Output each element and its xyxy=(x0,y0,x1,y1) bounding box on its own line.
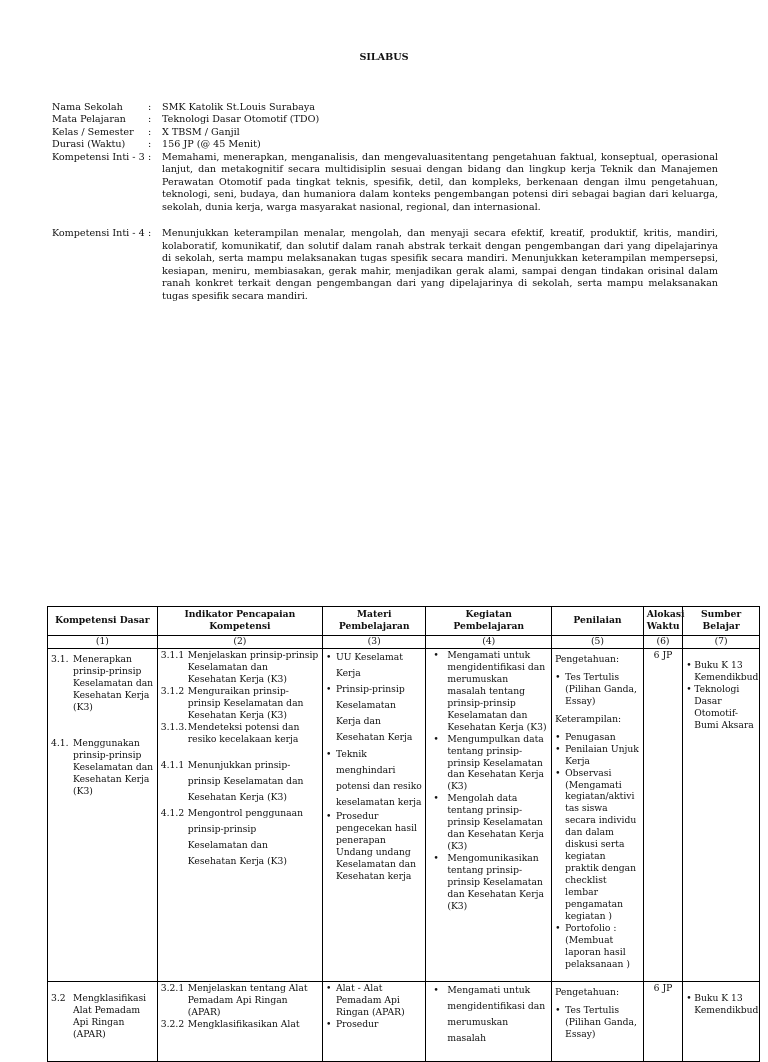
bullet-icon: • xyxy=(325,651,332,663)
bullet-icon: • xyxy=(433,649,439,661)
bullet-icon: • xyxy=(686,659,692,671)
kegiatan-cell xyxy=(426,981,552,1061)
column-header: Kompetensi Dasar xyxy=(48,607,158,636)
bullet-icon: • xyxy=(555,731,561,743)
meta-row-subject xyxy=(52,114,718,126)
meta-value: Memahami, menerapkan, menganalisis, dan mengevaluasitentang pengetahuan faktual, konseptual, operasional lanjut, dan metakognitif secara multidisiplin sesuai dengan bidang dan lingkup kerja Teknik dan Manajemen Perawatan Otomotif pada tingkat teknis, spesifik, detil, dan kompleks, berkenaan dengan ilmu pengetahuan, teknologi, seni, budaya, dan humaniora dalam konteks pengembangan potensi diri sebagai bagian dari keluarga, sekolah, dunia kerja, warga masyarakat nasional, regional, dan internasional. xyxy=(162,151,718,213)
document-title: SILABUS xyxy=(359,52,409,63)
column-number: (4) xyxy=(426,636,552,649)
list-item: • Mengolah data tentang prinsip-prinsip Keselamatan dan Kesehatan Kerja (K3) xyxy=(433,793,544,853)
list-item: • Mengamati untuk mengidentifikasi dan merumuskan masalah tentang prinsip-prinsip Keselamatan dan Kesehatan Kerja (K3) xyxy=(433,649,547,733)
ipk-item: 3.1.1 Menjelaskan prinsip-prinsip Keselamatan dan Kesehatan Kerja (K3) xyxy=(160,649,319,685)
meta-colon: : xyxy=(148,114,152,126)
kd-item: 3.2 Mengklasifikasi Alat Pemadam Api Ringan (APAR) xyxy=(51,992,147,1040)
bullet-icon: • xyxy=(325,684,332,696)
bullet-icon: • xyxy=(686,683,692,695)
bullet-icon: • xyxy=(555,922,561,934)
meta-row-ki4 xyxy=(52,228,718,303)
ipk-item: 3.1.2 Menguraikan prinsip-prinsip Keselamatan dan Kesehatan Kerja (K3) xyxy=(160,685,304,721)
list-item: • Penugasan xyxy=(555,731,616,743)
penilaian-cell xyxy=(552,981,644,1061)
list-item: • Mengamati untuk mengidentifikasi dan merumuskan masalah xyxy=(433,983,548,1047)
bullet-icon: • xyxy=(555,1004,561,1016)
materi-cell xyxy=(322,981,425,1061)
meta-colon: : xyxy=(148,139,152,151)
kd-item: 3.1. Menerapkan prinsip-prinsip Keselamatan dan Kesehatan Kerja (K3) xyxy=(51,653,154,713)
kd-cell xyxy=(48,981,158,1061)
table-row xyxy=(48,648,760,981)
materi-list xyxy=(326,650,422,883)
column-number: (3) xyxy=(322,636,425,649)
column-number: (5) xyxy=(552,636,644,649)
kegiatan-cell xyxy=(426,648,552,981)
bullet-icon: • xyxy=(555,767,561,779)
alokasi-value: 6 JP xyxy=(653,982,673,994)
alokasi-cell xyxy=(643,648,682,981)
meta-row-ki3 xyxy=(52,152,718,214)
column-header: Alokasi Waktu xyxy=(643,607,682,636)
bullet-icon: • xyxy=(325,982,332,994)
meta-value: Menunjukkan keterampilan menalar, mengolah, dan menyaji secara efektif, kreatif, produktif, kritis, mandiri, kolaboratif, komunikatif, dan solutif dalam ranah abstrak terkait dengan pengembangan dari yang dipelajarinya di sekolah, serta mampu melaksanakan tugas spesifik secara mandiri. Menunjukkan keterampilan mempersepsi, kesiapan, meniru, membiasakan, gerak mahir, menjadikan gerak alami, sampai dengan tindakan orisinal dalam ranah konkret terkait dengan pengembangan dari yang dipelajarinya di sekolah, serta mampu melaksanakan tugas spesifik secara mandiri. xyxy=(162,228,718,302)
kegiatan-list xyxy=(429,650,548,913)
ipk-item: 3.2.2 Mengklasifikasikan Alat xyxy=(160,1018,300,1030)
meta-row-school xyxy=(52,102,718,114)
penilaian-cell xyxy=(552,648,644,981)
meta-value: 156 JP (@ 45 Menit) xyxy=(162,139,261,151)
bullet-icon: • xyxy=(325,748,332,760)
bullet-icon: • xyxy=(686,992,692,1004)
meta-row-class xyxy=(52,127,718,139)
identity-section xyxy=(52,102,718,303)
meta-label: Kompetensi Inti - 3 xyxy=(52,151,145,163)
meta-label: Nama Sekolah xyxy=(52,102,123,113)
ipk-cell xyxy=(157,648,322,981)
list-item: • UU Keselamat Kerja xyxy=(326,650,422,682)
ipk-item: 4.1.1 Menunjukkan prinsip-prinsip Keselamatan dan Kesehatan Kerja (K3) xyxy=(160,759,304,803)
meta-label: Kompetensi Inti - 4 xyxy=(52,228,145,240)
meta-colon: : xyxy=(148,228,152,240)
list-item: • Buku K 13 Kemendikbud xyxy=(686,992,759,1016)
list-item: • Prinsip-prinsip Keselamatan Kerja dan Kesehatan Kerja xyxy=(326,682,422,746)
ipk-item: 4.1.2 Mengontrol penggunaan prinsip-prinsip Keselamatan dan Kesehatan Kerja (K3) xyxy=(160,807,304,868)
meta-label: Kelas / Semester xyxy=(52,126,134,138)
penilaian-pengetahuan-label: Pengetahuan: xyxy=(555,986,620,998)
list-item: • Tes Tertulis (Pilihan Ganda, Essay) xyxy=(555,671,637,707)
kd-item: 4.1. Menggunakan prinsip-prinsip Keselamatan dan Kesehatan Kerja (K3) xyxy=(51,737,154,797)
list-item: • Portofolio : (Membuat laporan hasil pelaksanaan ) xyxy=(555,922,630,970)
column-number: (7) xyxy=(683,636,760,649)
list-item: • Alat - Alat Pemadam Api Ringan (APAR) xyxy=(325,982,405,1018)
ipk-cell xyxy=(157,981,322,1061)
list-item: • Tes Tertulis (Pilihan Ganda, Essay) xyxy=(555,1004,637,1040)
bullet-icon: • xyxy=(325,1018,332,1030)
list-item: • Teknik menghindari potensi dan resiko keselamatan kerja xyxy=(326,747,422,811)
alokasi-cell xyxy=(643,981,682,1061)
column-number: (2) xyxy=(157,636,322,649)
list-item: • Mengumpulkan data tentang prinsip-prinsip Keselamatan dan Kesehatan Kerja (K3) xyxy=(433,733,544,793)
bullet-icon: • xyxy=(555,671,561,683)
kd-cell xyxy=(48,648,158,981)
bullet-icon: • xyxy=(433,853,439,865)
column-header: Materi Pembelajaran xyxy=(322,607,425,636)
penilaian-pengetahuan-label: Pengetahuan: xyxy=(555,653,620,665)
penilaian-keterampilan-label: Keterampilan: xyxy=(555,713,622,725)
column-header: Indikator Pencapaian Kompetensi xyxy=(157,607,322,636)
sumber-cell xyxy=(683,648,760,981)
meta-label: Durasi (Waktu) xyxy=(52,139,126,151)
list-item: • Teknologi Dasar Otomotif-Bumi Aksara xyxy=(686,683,754,731)
sumber-cell xyxy=(683,981,760,1061)
column-header: Sumber Belajar xyxy=(683,607,760,636)
bullet-icon: • xyxy=(433,793,439,805)
meta-colon: : xyxy=(148,151,152,163)
list-item: • Penilaian Unjuk Kerja xyxy=(555,743,639,767)
ipk-item: 3.1.3. Mendeteksi potensi dan resiko kecelakaan kerja xyxy=(160,721,300,745)
bullet-icon: • xyxy=(433,733,439,745)
list-item: • Prosedur pengecekan hasil penerapan Undang undang Keselamatan dan Kesehatan kerja xyxy=(325,810,417,882)
meta-label: Mata Pelajaran xyxy=(52,114,126,126)
meta-row-duration xyxy=(52,139,718,151)
column-header: Kegiatan Pembelajaran xyxy=(426,607,552,636)
column-header: Penilaian xyxy=(552,607,644,636)
meta-value: X TBSM / Ganjil xyxy=(162,126,240,138)
column-number: (1) xyxy=(48,636,158,649)
table-header-row xyxy=(48,607,760,636)
materi-cell xyxy=(322,648,425,981)
bullet-icon: • xyxy=(555,743,561,755)
bullet-icon: • xyxy=(325,810,332,822)
meta-value: Teknologi Dasar Otomotif (TDO) xyxy=(162,114,320,126)
table-row xyxy=(48,981,760,1061)
ipk-item: 3.2.1 Menjelaskan tentang Alat Pemadam Api Ringan (APAR) xyxy=(160,982,308,1018)
column-number: (6) xyxy=(643,636,682,649)
meta-value: SMK Katolik St.Louis Surabaya xyxy=(162,102,316,113)
alokasi-value: 6 JP xyxy=(653,649,673,661)
list-item: • Buku K 13 Kemendikbud xyxy=(686,659,759,683)
meta-colon: : xyxy=(148,126,152,138)
list-item: • Observasi (Mengamati kegiatan/aktivi tas siswa secara individu dan dalam diskusi serta kegiatan praktik dengan checklist lembar pengamatan kegiatan ) xyxy=(555,767,637,923)
list-item: • Prosedur xyxy=(325,1018,379,1030)
meta-colon: : xyxy=(148,102,152,113)
bullet-icon: • xyxy=(433,984,439,996)
list-item: • Mengomunikasikan tentang prinsip-prinsip Keselamatan dan Kesehatan Kerja (K3) xyxy=(433,853,544,912)
syllabus-table xyxy=(47,606,760,1062)
column-number-row xyxy=(48,636,760,649)
